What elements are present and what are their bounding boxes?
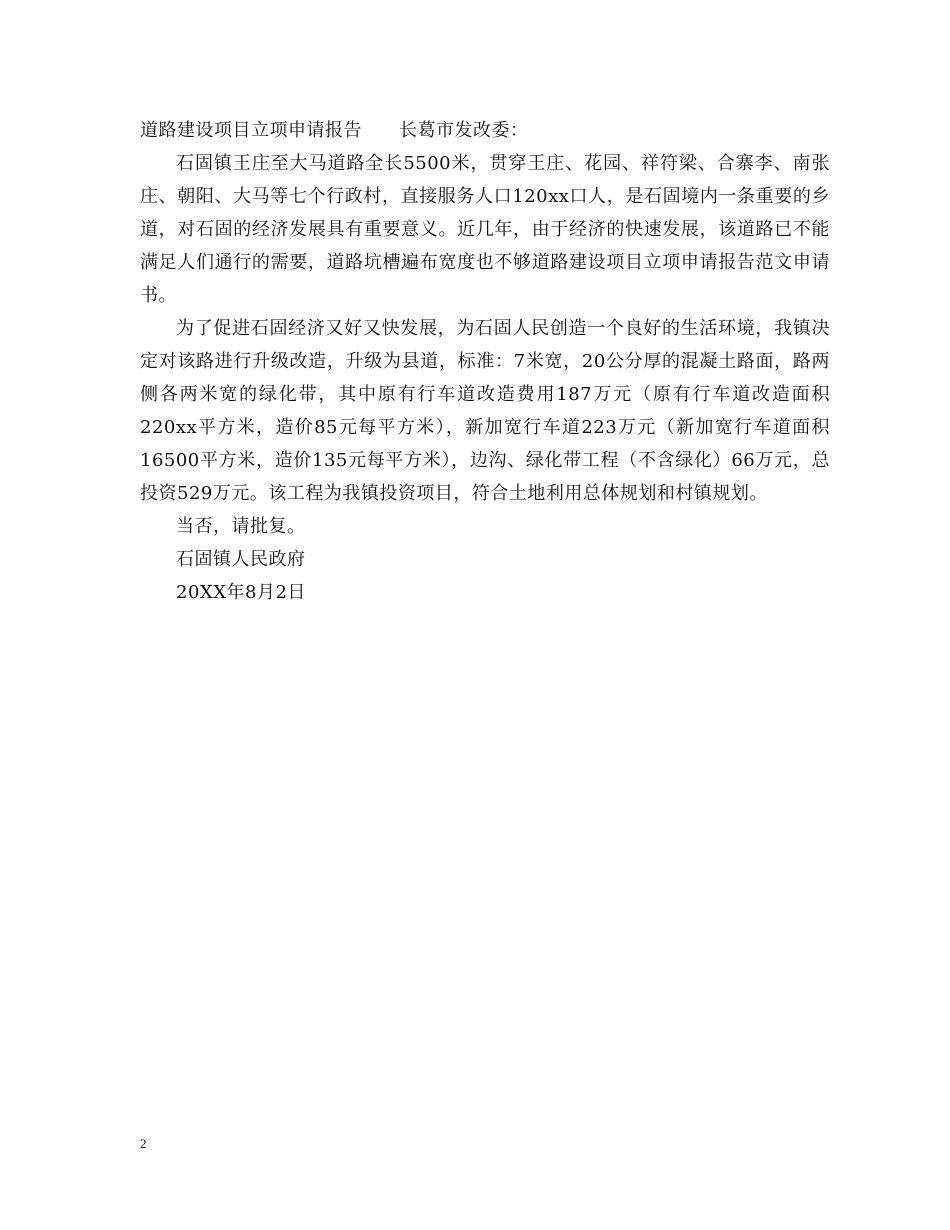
heading-line: 道路建设项目立项申请报告 长葛市发改委：	[140, 120, 529, 141]
paragraph-project-background: 石固镇王庄至大马道路全长5500米，贯穿王庄、花园、祥符梁、合寨李、南张庄、朝阳、大马等七个行政村，直接服务人口120xx口人，是石固境内一条重要的乡道，对石固的经济发展具有重要意义。近几年，由于经济的快速发展，该道路已不能满足人们通行的需要，道路坑槽遍布宽度也不够道路建设项目立项申请报告范文申请书。	[140, 153, 830, 306]
document-body	[140, 114, 830, 609]
page-number: 2	[140, 1136, 147, 1151]
paragraph-project-plan: 为了促进石固经济又好又快发展，为石固人民创造一个良好的生活环境，我镇决定对该路进行升级改造，升级为县道，标准：7米宽，20公分厚的混凝土路面，路两侧各两米宽的绿化带，其中原有行车道改造费用187万元（原有行车道改造面积220xx平方米，造价85元每平方米），新加宽行车道223万元（新加宽行车道面积16500平方米，造价135元每平方米），边沟、绿化带工程（不含绿化）66万元，总投资529万元。该工程为我镇投资项目，符合土地利用总体规划和村镇规划。	[140, 318, 830, 504]
signature-organization: 石固镇人民政府	[176, 549, 306, 570]
closing-request: 当否，请批复。	[176, 516, 306, 537]
signature-date: 20XX年8月2日	[176, 582, 306, 603]
